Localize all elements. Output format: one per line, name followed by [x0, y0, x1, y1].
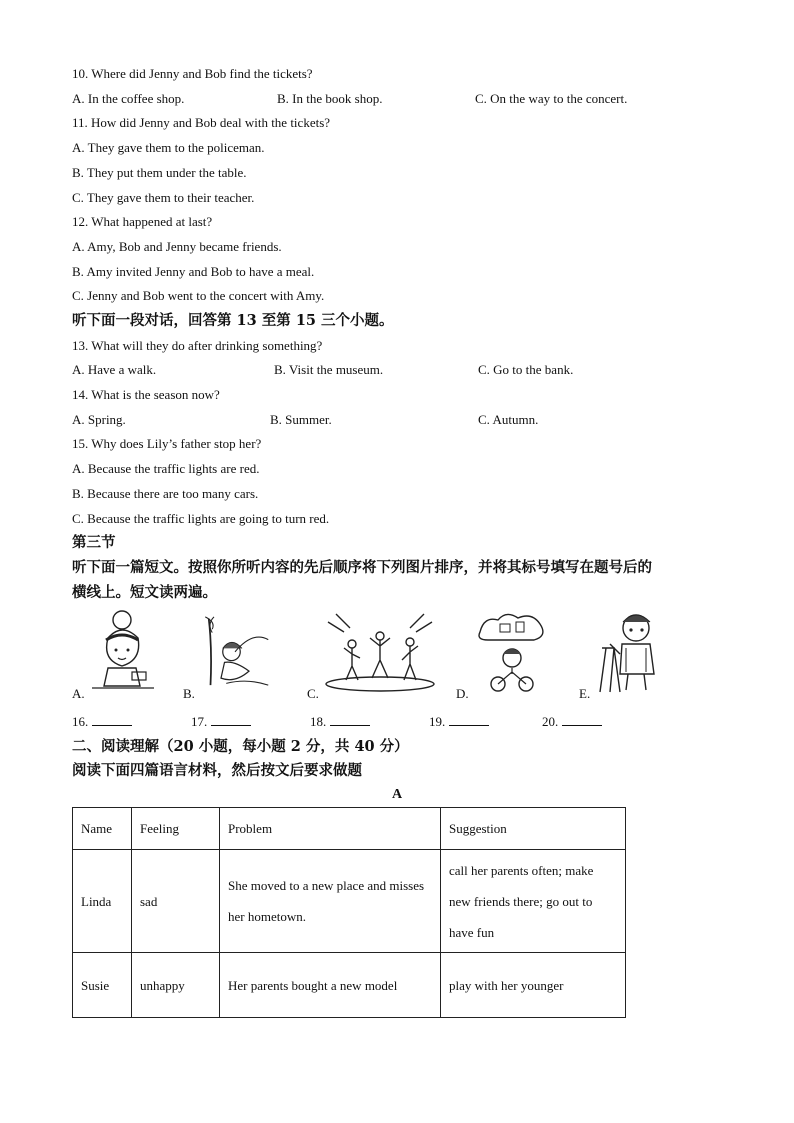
girl-on-phone-picture — [88, 608, 158, 694]
blank-20-line — [562, 713, 602, 726]
q12-option-b: B. Amy invited Jenny and Bob to have a meal. — [72, 264, 315, 279]
part2-instruction: 阅读下面四篇语言材料，然后按文后要求做题 — [72, 762, 362, 779]
q12-option-a: A. Amy, Bob and Jenny became friends. — [72, 239, 282, 254]
boy-painting-picture — [596, 608, 672, 694]
blank-17[interactable] — [191, 713, 251, 730]
q13-option-a: A. Have a walk. — [72, 362, 157, 377]
table-cell: play with her younger — [441, 953, 626, 1018]
picture-label-b: B. — [183, 686, 195, 701]
q10-option-b: B. In the book shop. — [277, 91, 383, 106]
table-cell: Susie — [73, 953, 132, 1018]
passage-a-table — [72, 807, 626, 1018]
blank-17-line — [211, 713, 251, 726]
blank-18-line — [330, 713, 370, 726]
question-14: 14. What is the season now? — [72, 387, 220, 402]
q14-option-a: A. Spring. — [72, 412, 126, 427]
blank-18-number: 18. — [310, 714, 327, 729]
blank-19-number: 19. — [429, 714, 446, 729]
picture-label-e: E. — [579, 686, 591, 701]
q13-option-b: B. Visit the museum. — [274, 362, 384, 377]
section3-instruction-line2: 横线上。短文读两遍。 — [72, 584, 217, 601]
q15-option-b: B. Because there are too many cars. — [72, 486, 259, 501]
question-12: 12. What happened at last? — [72, 214, 213, 229]
q14-option-c: C. Autumn. — [478, 412, 539, 427]
boy-fishing-picture — [200, 608, 270, 694]
table-cell: Linda — [73, 850, 132, 953]
q11-option-b: B. They put them under the table. — [72, 165, 247, 180]
table-cell: She moved to a new place and misses her hometown. — [220, 850, 441, 953]
blank-20-number: 20. — [542, 714, 559, 729]
table-row — [73, 850, 626, 953]
blank-16-number: 16. — [72, 714, 89, 729]
blank-17-number: 17. — [191, 714, 208, 729]
q10-option-a: A. In the coffee shop. — [72, 91, 185, 106]
table-header-cell: Suggestion — [441, 808, 626, 850]
blank-16[interactable] — [72, 713, 132, 730]
blank-19-line — [449, 713, 489, 726]
blank-20[interactable] — [542, 713, 602, 730]
q13-option-c: C. Go to the bank. — [478, 362, 574, 377]
question-15: 15. Why does Lily’s father stop her? — [72, 436, 262, 451]
table-cell: unhappy — [132, 953, 220, 1018]
section-dialog-instruction: 听下面一段对话，回答第 13 至第 15 三个小题。 — [72, 312, 394, 329]
table-row — [73, 953, 626, 1018]
picture-label-a: A. — [72, 686, 85, 701]
q12-option-c: C. Jenny and Bob went to the concert with Amy. — [72, 288, 325, 303]
table-cell: call her parents often; make new friends there; go out to have fun — [441, 850, 626, 953]
section3-instruction-line1: 听下面一篇短文。按照你所听内容的先后顺序将下列图片排序，并将其标号填写在题号后的 — [72, 559, 652, 576]
table-header-cell: Name — [73, 808, 132, 850]
q11-option-a: A. They gave them to the policeman. — [72, 140, 265, 155]
passage-label: A — [391, 787, 403, 802]
picture-label-c: C. — [307, 686, 319, 701]
picture-label-d: D. — [456, 686, 469, 701]
q11-option-c: C. They gave them to their teacher. — [72, 190, 255, 205]
q10-option-c: C. On the way to the concert. — [475, 91, 628, 106]
q15-option-c: C. Because the traffic lights are going to turn red. — [72, 511, 330, 526]
blank-16-line — [92, 713, 132, 726]
section3-title: 第三节 — [72, 534, 116, 551]
table-header-cell: Feeling — [132, 808, 220, 850]
q15-option-a: A. Because the traffic lights are red. — [72, 461, 260, 476]
table-header-cell: Problem — [220, 808, 441, 850]
dancers-on-stage-picture — [322, 608, 438, 694]
question-13: 13. What will they do after drinking something? — [72, 338, 323, 353]
boy-cycling-picture — [474, 608, 548, 694]
q14-option-b: B. Summer. — [270, 412, 332, 427]
table-header-row — [73, 808, 626, 850]
blank-19[interactable] — [429, 713, 489, 730]
table-cell: Her parents bought a new model — [220, 953, 441, 1018]
table-cell: sad — [132, 850, 220, 953]
question-10: 10. Where did Jenny and Bob find the tickets? — [72, 66, 313, 81]
question-11: 11. How did Jenny and Bob deal with the tickets? — [72, 115, 331, 130]
blank-18[interactable] — [310, 713, 370, 730]
part2-title: 二、阅读理解（20 小题，每小题 2 分，共 40 分） — [72, 738, 409, 755]
